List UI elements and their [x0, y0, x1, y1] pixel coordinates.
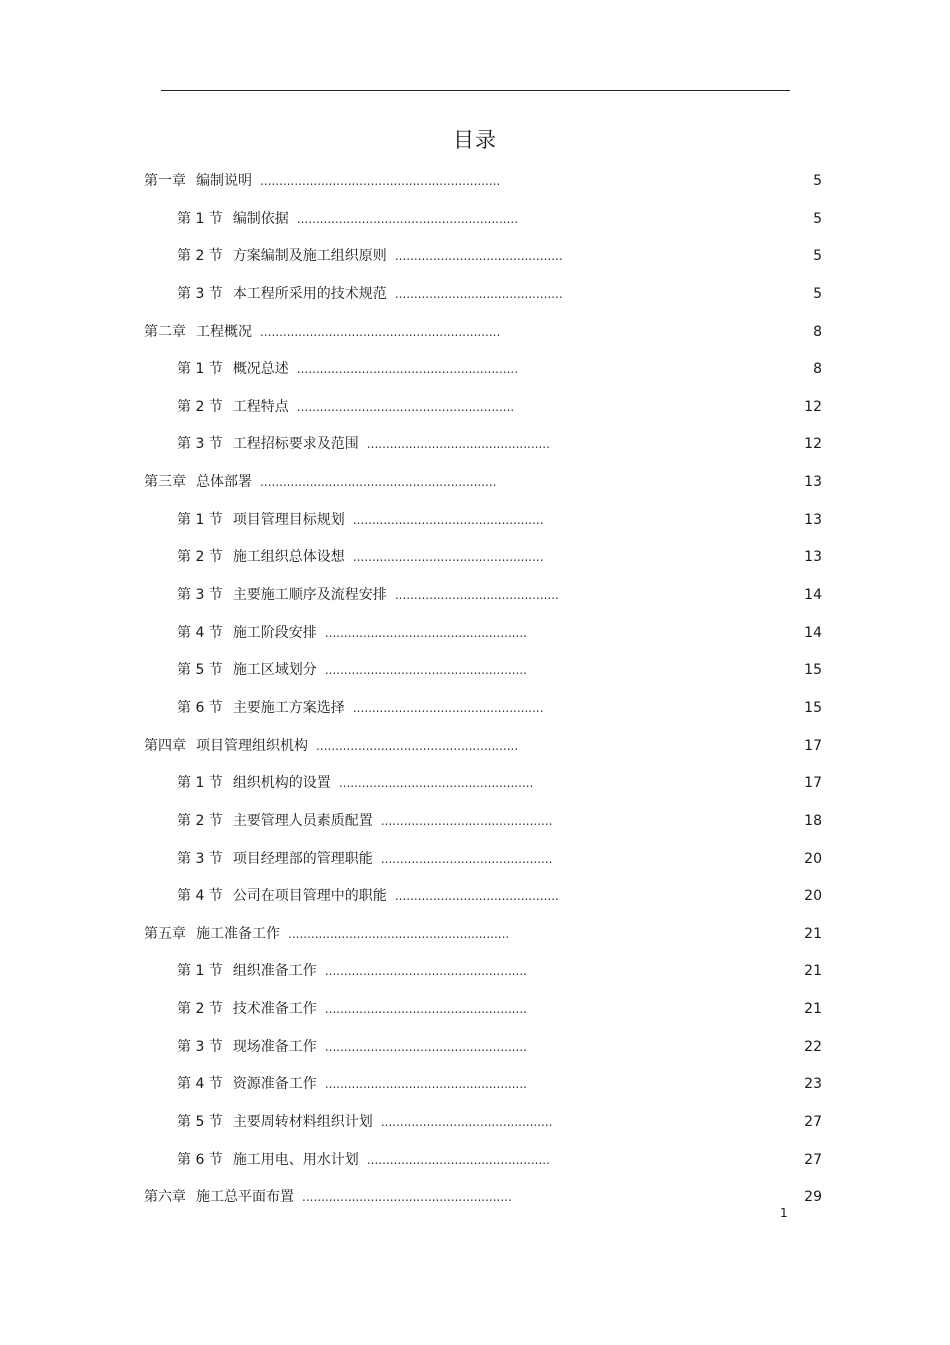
toc-leader-dots: ...........................................: [394, 889, 559, 904]
toc-entry-number: 第 6 节: [177, 1151, 223, 1168]
toc-entry-label: [177, 878, 559, 916]
toc-entry-text: 编制依据: [232, 210, 289, 227]
toc-entry-label: [144, 163, 500, 201]
toc-entry-page: 12: [804, 398, 822, 415]
toc-entry-number: 第 5 节: [177, 1114, 223, 1131]
toc-section-entry[interactable]: [144, 351, 824, 389]
toc-leader-dots: ...............................................................: [260, 324, 501, 339]
toc-section-entry[interactable]: [144, 539, 824, 577]
toc-leader-dots: .......................................................: [302, 1190, 512, 1205]
toc-entry-number: 第 1 节: [177, 210, 223, 227]
toc-entry-number: 第四章: [144, 737, 186, 754]
toc-leader-dots: ................................................: [366, 1152, 550, 1167]
toc-entry-number: 第 3 节: [177, 1038, 223, 1055]
toc-section-entry[interactable]: [144, 389, 824, 427]
page-number: 1: [780, 1206, 788, 1220]
toc-entry-label: [177, 502, 544, 540]
toc-leader-dots: ..................................................: [352, 550, 544, 565]
toc-entry-page: 14: [804, 624, 822, 641]
toc-entry-page: 14: [804, 587, 822, 604]
toc-entry-label: [177, 276, 563, 314]
toc-entry-page: 29: [804, 1189, 822, 1206]
toc-entry-number: 第 4 节: [177, 888, 223, 905]
toc-leader-dots: .........................................................: [296, 399, 515, 414]
toc-section-entry[interactable]: [144, 502, 824, 540]
toc-leader-dots: .....................................................: [324, 1077, 527, 1092]
toc-entry-page: 5: [813, 285, 822, 302]
toc-section-entry[interactable]: [144, 201, 824, 239]
toc-entry-label: [177, 991, 527, 1029]
toc-entry-label: [177, 426, 550, 464]
toc-entry-number: 第二章: [144, 323, 186, 340]
toc-chapter-entry[interactable]: [144, 916, 824, 954]
toc-entry-page: 20: [804, 850, 822, 867]
toc-entry-label: [144, 464, 497, 502]
toc-leader-dots: ............................................: [394, 249, 563, 264]
toc-entry-page: 5: [813, 173, 822, 189]
toc-entry-page: 17: [804, 737, 822, 754]
header-rule: [161, 90, 790, 91]
toc-section-entry[interactable]: [144, 953, 824, 991]
toc-chapter-entry[interactable]: [144, 464, 824, 502]
toc-entry-text: 主要管理人员素质配置: [232, 812, 373, 829]
toc-entry-text: 本工程所采用的技术规范: [232, 285, 387, 302]
toc-entry-page: 21: [804, 1001, 822, 1018]
toc-section-entry[interactable]: [144, 615, 824, 653]
toc-chapter-entry[interactable]: [144, 314, 824, 352]
toc-section-entry[interactable]: [144, 803, 824, 841]
toc-entry-text: 总体部署: [196, 474, 252, 491]
toc-leader-dots: ...................................................: [338, 776, 534, 791]
toc-entry-label: [177, 201, 518, 239]
toc-entry-label: [144, 1179, 512, 1217]
toc-entry-label: [177, 765, 533, 803]
toc-entry-page: 12: [804, 436, 822, 453]
toc-entry-label: [177, 238, 563, 276]
toc-chapter-entry[interactable]: [144, 728, 824, 766]
toc-leader-dots: .............................................: [380, 1115, 553, 1130]
toc-entry-number: 第 2 节: [177, 812, 223, 829]
toc-entry-label: [177, 1066, 527, 1104]
toc-leader-dots: ..........................................................: [288, 926, 510, 941]
toc-entry-page: 8: [813, 361, 822, 378]
toc-entry-label: [177, 1104, 552, 1142]
toc-entry-number: 第六章: [144, 1189, 186, 1206]
toc-entry-number: 第 3 节: [177, 436, 223, 453]
toc-entry-label: [144, 728, 518, 766]
toc-entry-text: 编制说明: [196, 173, 252, 189]
toc-section-entry[interactable]: [144, 1029, 824, 1067]
toc-entry-number: 第 2 节: [177, 248, 223, 265]
toc-entry-number: 第 2 节: [177, 549, 223, 566]
toc-entry-label: [144, 916, 509, 954]
toc-entry-text: 施工总平面布置: [196, 1189, 294, 1206]
toc-entry-page: 13: [804, 511, 822, 528]
toc-section-entry[interactable]: [144, 690, 824, 728]
toc-entry-page: 20: [804, 888, 822, 905]
toc-entry-text: 项目管理组织机构: [196, 737, 308, 754]
toc-leader-dots: ..................................................: [352, 512, 544, 527]
toc-section-entry[interactable]: [144, 1066, 824, 1104]
toc-entry-text: 施工用电、用水计划: [232, 1151, 359, 1168]
toc-entry-page: 17: [804, 775, 822, 792]
toc-entry-page: 15: [804, 699, 822, 716]
toc-entry-text: 主要施工顺序及流程安排: [232, 587, 387, 604]
toc-entry-label: [177, 841, 552, 879]
toc-entry-page: 22: [804, 1038, 822, 1055]
toc-title: 目录: [453, 128, 497, 152]
toc-entry-text: 资源准备工作: [232, 1076, 317, 1093]
toc-entry-text: 概况总述: [232, 361, 289, 378]
toc-chapter-entry[interactable]: [144, 163, 824, 201]
toc-entry-number: 第 2 节: [177, 398, 223, 415]
toc-leader-dots: .....................................................: [316, 738, 519, 753]
toc-chapter-entry[interactable]: [144, 1179, 824, 1217]
toc-entry-number: 第三章: [144, 474, 186, 491]
toc-entry-number: 第 3 节: [177, 285, 223, 302]
toc-entry-text: 方案编制及施工组织原则: [232, 248, 387, 265]
toc-leader-dots: ..................................................: [352, 700, 544, 715]
toc-section-entry[interactable]: [144, 765, 824, 803]
toc-leader-dots: .............................................: [380, 851, 553, 866]
toc-leader-dots: ............................................: [394, 286, 563, 301]
toc-leader-dots: .....................................................: [324, 663, 527, 678]
toc-section-entry[interactable]: [144, 238, 824, 276]
toc-section-entry[interactable]: [144, 878, 824, 916]
toc-entry-number: 第 6 节: [177, 699, 223, 716]
toc-entry-page: 18: [804, 812, 822, 829]
toc-entry-text: 现场准备工作: [232, 1038, 317, 1055]
toc-entry-page: 8: [813, 323, 822, 340]
toc-entry-page: 5: [813, 248, 822, 265]
toc-leader-dots: ................................................: [366, 437, 550, 452]
toc-entry-number: 第 4 节: [177, 624, 223, 641]
toc-section-entry[interactable]: [144, 276, 824, 314]
toc-entry-label: [177, 539, 544, 577]
toc-section-entry[interactable]: [144, 1142, 824, 1180]
toc-entry-page: 5: [813, 210, 822, 227]
toc-entry-number: 第五章: [144, 925, 186, 942]
toc-entry-text: 技术准备工作: [232, 1001, 317, 1018]
toc-entry-text: 施工准备工作: [196, 925, 280, 942]
toc-entry-number: 第 3 节: [177, 850, 223, 867]
toc-entry-text: 施工阶段安排: [232, 624, 317, 641]
toc-leader-dots: ..........................................................: [296, 362, 519, 377]
toc-entry-page: 27: [804, 1151, 822, 1168]
toc-leader-dots: .....................................................: [324, 1039, 527, 1054]
toc-entry-text: 主要施工方案选择: [232, 699, 345, 716]
toc-entry-text: 施工区域划分: [232, 662, 317, 679]
toc-entry-label: [177, 953, 527, 991]
toc-entry-number: 第 4 节: [177, 1076, 223, 1093]
toc-entry-text: 施工组织总体设想: [232, 549, 345, 566]
toc-entry-text: 公司在项目管理中的职能: [232, 888, 387, 905]
toc-entry-label: [177, 1029, 527, 1067]
toc-entry-text: 组织准备工作: [232, 963, 317, 980]
toc-entry-text: 组织机构的设置: [232, 775, 331, 792]
toc-section-entry[interactable]: [144, 841, 824, 879]
toc-leader-dots: ...........................................: [394, 588, 559, 603]
toc-entry-text: 工程概况: [196, 323, 252, 340]
toc-entry-page: 27: [804, 1114, 822, 1131]
toc-entry-label: [177, 351, 518, 389]
toc-entry-label: [144, 314, 500, 352]
toc-entry-text: 项目管理目标规划: [232, 511, 345, 528]
toc-leader-dots: ..........................................................: [296, 211, 519, 226]
toc-section-entry[interactable]: [144, 991, 824, 1029]
toc-entry-label: [177, 577, 559, 615]
toc-leader-dots: .............................................: [380, 813, 553, 828]
toc-leader-dots: .....................................................: [324, 625, 527, 640]
toc-entry-text: 工程招标要求及范围: [232, 436, 359, 453]
toc-entry-number: 第 1 节: [177, 361, 223, 378]
toc-section-entry[interactable]: [144, 652, 824, 690]
toc-leader-dots: ...............................................................: [260, 174, 501, 188]
toc-entry-label: [177, 690, 544, 728]
toc-leader-dots: .....................................................: [324, 964, 527, 979]
toc-entry-text: 项目经理部的管理职能: [232, 850, 373, 867]
toc-entry-number: 第 1 节: [177, 775, 223, 792]
toc-entry-label: [177, 652, 527, 690]
toc-entry-number: 第 1 节: [177, 511, 223, 528]
toc-entry-label: [177, 1142, 550, 1180]
toc-section-entry[interactable]: [144, 577, 824, 615]
toc-entry-page: 21: [804, 963, 822, 980]
toc-leader-dots: .....................................................: [324, 1002, 527, 1017]
toc-section-entry[interactable]: [144, 1104, 824, 1142]
toc-entry-page: 15: [804, 662, 822, 679]
toc-entry-page: 13: [804, 549, 822, 566]
table-of-contents: [144, 163, 824, 1217]
toc-entry-text: 主要周转材料组织计划: [232, 1114, 373, 1131]
toc-leader-dots: ..............................................................: [260, 475, 497, 490]
toc-entry-label: [177, 803, 552, 841]
toc-entry-number: 第 2 节: [177, 1001, 223, 1018]
toc-entry-label: [177, 615, 527, 653]
toc-entry-number: 第 1 节: [177, 963, 223, 980]
toc-entry-label: [177, 389, 514, 427]
toc-entry-number: 第 3 节: [177, 587, 223, 604]
toc-entry-page: 23: [804, 1076, 822, 1093]
toc-entry-page: 13: [804, 474, 822, 491]
toc-entry-page: 21: [804, 925, 822, 942]
toc-entry-number: 第一章: [144, 173, 186, 189]
toc-entry-text: 工程特点: [232, 398, 289, 415]
toc-section-entry[interactable]: [144, 426, 824, 464]
toc-entry-number: 第 5 节: [177, 662, 223, 679]
